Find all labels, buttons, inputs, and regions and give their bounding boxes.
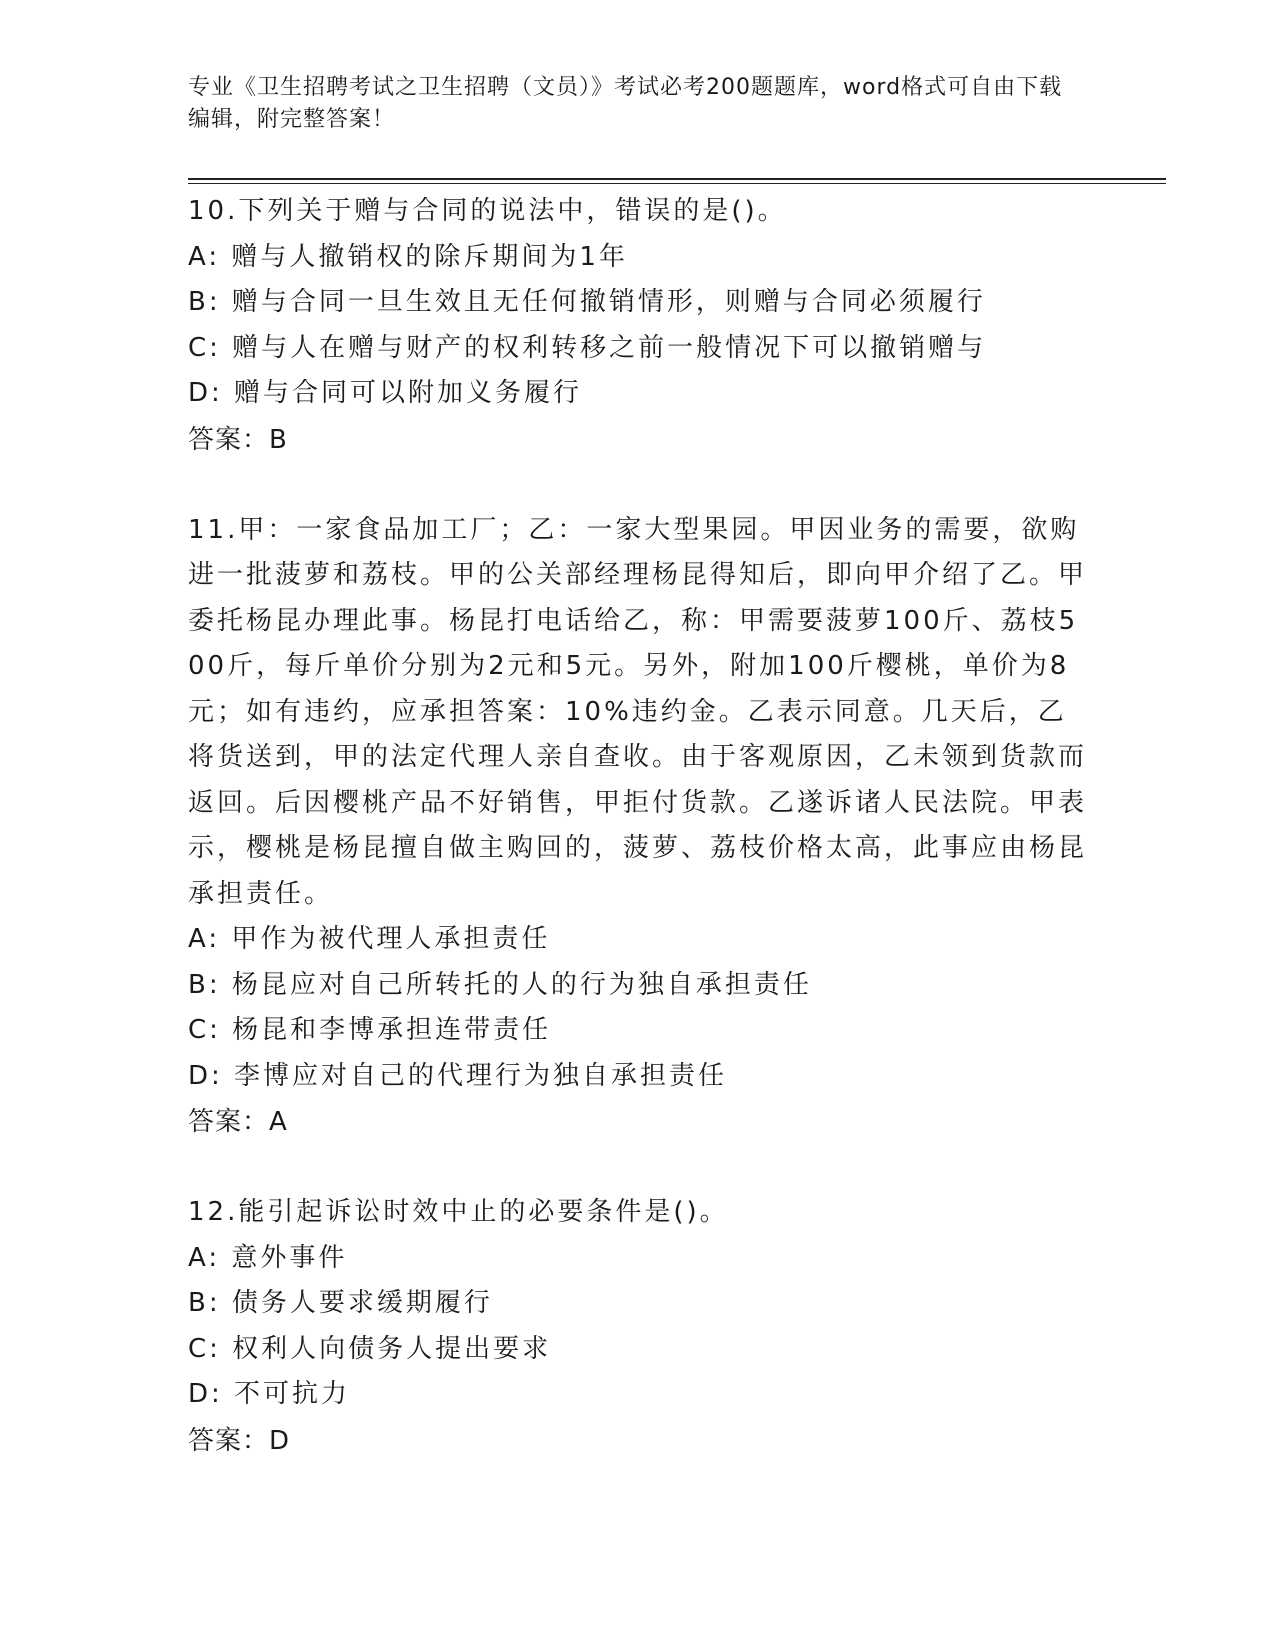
question-12 <box>188 1190 1088 1464</box>
option-d: D: 李博应对自己的代理行为独自承担责任 <box>188 1060 728 1091</box>
option-d: D: 赠与合同可以附加义务履行 <box>188 378 583 408</box>
option-a: A: 甲作为被代理人承担责任 <box>188 924 551 954</box>
question-list <box>188 189 1088 1464</box>
option-a: A: 赠与人撤销权的除斥期间为1年 <box>188 241 628 272</box>
question-10 <box>188 189 1088 463</box>
answer: 答案：A <box>188 1107 288 1137</box>
question-stem: 11.甲：一家食品加工厂；乙：一家大型果园。甲因业务的需要，欲购进一批菠萝和荔枝。甲的公关部经理杨昆得知后，即向甲介绍了乙。甲委托杨昆办理此事。杨昆打电话给乙，称：甲需要菠萝100斤、荔枝500斤，每斤单价分别为2元和5元。另外，附加100斤樱桃，单价为8元；如有违约，应承担答案：10%违约金。乙表示同意。几天后，乙将货送到，甲的法定代理人亲自查收。由于客观原因，乙未领到货款而返回。后因樱桃产品不好销售，甲拒付货款。乙遂诉诸人民法院。甲表示，樱桃是杨昆擅自做主购回的，菠萝、荔枝价格太高，此事应由杨昆承担责任。 <box>188 514 1088 909</box>
question-11 <box>188 508 1088 1146</box>
answer: 答案：B <box>188 424 288 455</box>
question-stem: 10.下列关于赠与合同的说法中，错误的是()。 <box>188 196 787 226</box>
option-c: C: 杨昆和李博承担连带责任 <box>188 1015 552 1045</box>
option-c: C: 赠与人在赠与财产的权利转移之前一般情况下可以撤销赠与 <box>188 332 987 363</box>
option-b: B: 杨昆应对自己所转托的人的行为独自承担责任 <box>188 969 812 1000</box>
option-d: D: 不可抗力 <box>188 1379 351 1409</box>
spacer <box>188 463 1088 508</box>
header-divider-thin <box>188 183 1166 184</box>
option-a: A: 意外事件 <box>188 1242 348 1273</box>
option-b: B: 债务人要求缓期履行 <box>188 1288 493 1318</box>
option-c: C: 权利人向债务人提出要求 <box>188 1333 552 1364</box>
option-b: B: 赠与合同一旦生效且无任何撤销情形，则赠与合同必须履行 <box>188 287 986 317</box>
answer: 答案：D <box>188 1425 291 1456</box>
question-stem: 12.能引起诉讼时效中止的必要条件是()。 <box>188 1197 729 1227</box>
spacer <box>188 1145 1088 1190</box>
document-header: 专业《卫生招聘考试之卫生招聘（文员）》考试必考200题题库，word格式可自由下载编辑，附完整答案！ <box>188 75 1063 132</box>
header-divider-thick <box>188 178 1166 180</box>
